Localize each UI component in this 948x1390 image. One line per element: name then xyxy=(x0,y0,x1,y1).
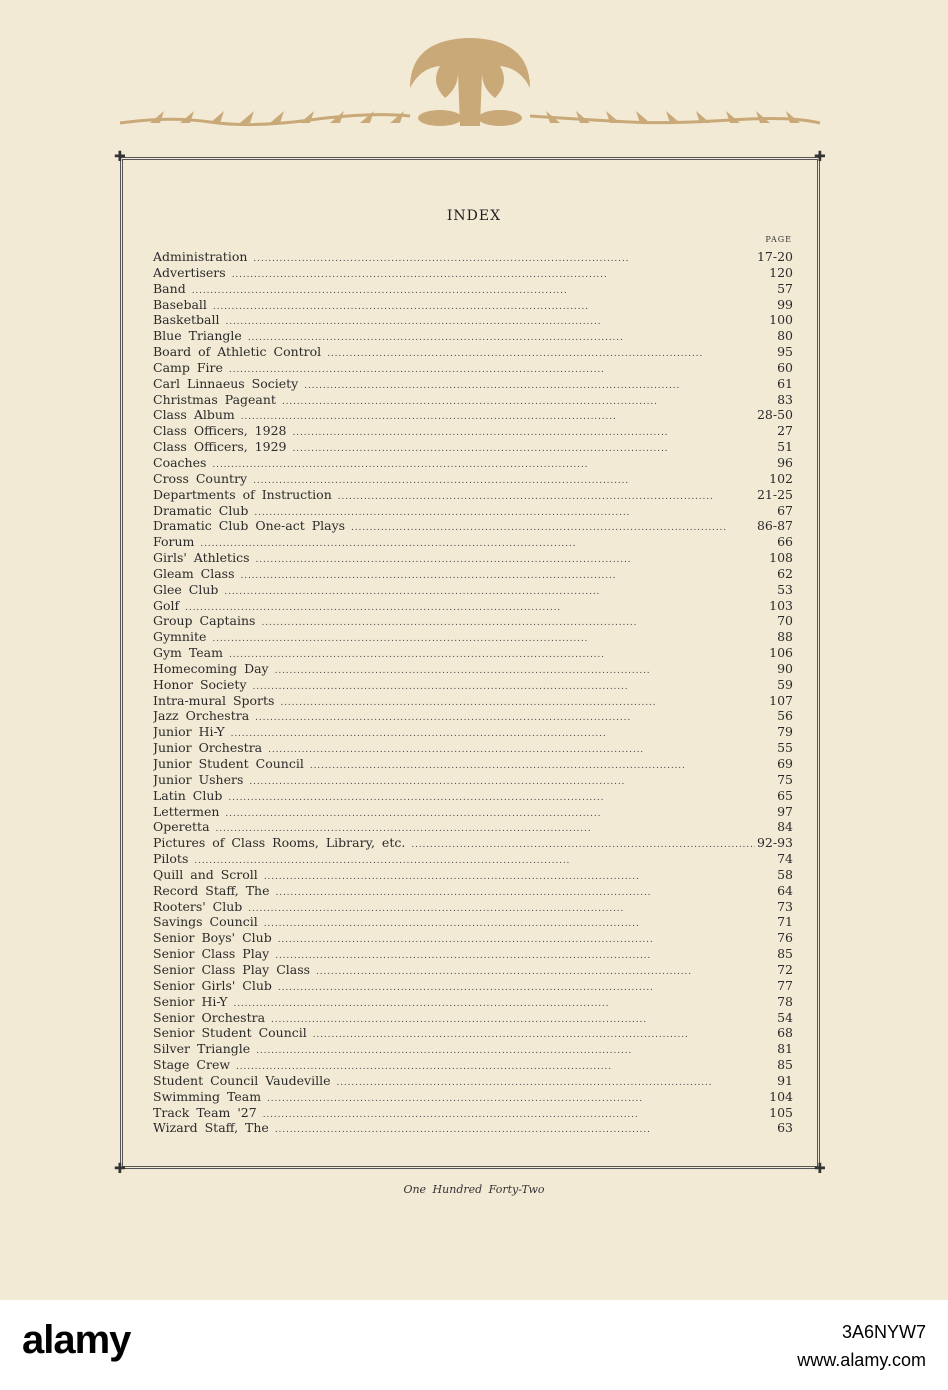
index-entry-page: 55 xyxy=(777,740,793,756)
index-entry-name: Gleam Class xyxy=(153,565,235,581)
dot-leader xyxy=(293,442,776,455)
index-entry-page: 69 xyxy=(777,756,793,771)
index-entry-page: 81 xyxy=(777,1041,793,1057)
dot-leader xyxy=(253,680,776,693)
index-entry-name: Dramatic Club xyxy=(153,502,249,518)
index-entry xyxy=(153,1073,793,1089)
index-entry-name: Senior Boys' Club xyxy=(153,930,272,946)
index-entry-page: 95 xyxy=(777,344,793,360)
index-entry-page: 54 xyxy=(777,1009,793,1025)
index-entry-name: Senior Class Play xyxy=(153,946,270,962)
index-entry-name: Departments of Instruction xyxy=(153,486,332,502)
index-entry-page: 85 xyxy=(777,1057,793,1073)
index-entry-page: 21-25 xyxy=(756,486,793,502)
index-entry-name: Blue Triangle xyxy=(153,328,242,344)
index-entry-page: 68 xyxy=(777,1025,793,1041)
index-entry xyxy=(153,804,793,820)
index-entry-name: Class Album xyxy=(153,407,235,423)
index-entry-page: 99 xyxy=(777,296,793,312)
dot-leader xyxy=(249,775,775,788)
index-entry-page: 57 xyxy=(777,280,793,296)
index-entry-page: 92-93 xyxy=(756,835,793,851)
index-entry xyxy=(153,613,793,629)
dot-leader xyxy=(411,838,755,851)
index-entry xyxy=(153,360,793,376)
dot-leader xyxy=(192,284,775,297)
index-entry-name: Record Staff, The xyxy=(153,882,270,898)
index-entry xyxy=(153,899,793,915)
index-title: INDEX xyxy=(446,208,502,224)
index-entry-name: Dramatic Club One-act Plays xyxy=(153,518,346,534)
index-entry-name: Basketball xyxy=(153,312,220,328)
index-entry-name: Coaches xyxy=(153,454,207,470)
index-entry xyxy=(153,1089,793,1105)
index-entry-name: Student Council Vaudeville xyxy=(153,1072,331,1088)
dot-leader xyxy=(229,363,775,376)
dot-leader xyxy=(256,553,768,566)
index-entry-page: 76 xyxy=(777,930,793,946)
index-entry xyxy=(153,376,793,392)
index-entry xyxy=(153,534,793,550)
dot-leader xyxy=(336,1076,775,1089)
index-entry-page: 108 xyxy=(769,550,793,566)
index-entry-page: 83 xyxy=(777,391,793,407)
index-entry-page: 62 xyxy=(777,565,793,581)
index-entry-page: 67 xyxy=(777,502,793,518)
index-entry xyxy=(153,297,793,313)
index-entry-name: Senior Class Play Class xyxy=(153,961,311,977)
dot-leader xyxy=(229,648,767,661)
dot-leader xyxy=(213,300,775,313)
index-entry-page: 103 xyxy=(769,597,793,613)
watermark-bar xyxy=(0,1300,948,1390)
image-id: 3A6NYW7 xyxy=(841,1322,926,1342)
dot-leader xyxy=(226,315,768,328)
index-entry-name: Latin Club xyxy=(153,787,223,803)
index-entry xyxy=(153,772,793,788)
frame-corner-top-right: ✚ xyxy=(814,149,826,165)
index-entry-name: Camp Fire xyxy=(153,359,223,375)
index-entry xyxy=(153,471,793,487)
dot-leader xyxy=(248,331,775,344)
index-entry xyxy=(153,962,793,978)
index-entry-name: Forum xyxy=(153,534,195,550)
index-entry xyxy=(153,1105,793,1121)
index-entry-name: Gymnite xyxy=(153,629,207,645)
page-column-header: PAGE xyxy=(765,235,792,244)
dot-leader xyxy=(263,1108,767,1121)
index-entry-name: Senior Orchestra xyxy=(153,1009,266,1025)
index-entry-page: 84 xyxy=(777,819,793,835)
index-entry-page: 73 xyxy=(777,898,793,914)
dot-leader xyxy=(351,521,755,534)
index-entry-page: 75 xyxy=(777,771,793,787)
dot-leader xyxy=(275,949,775,962)
dot-leader xyxy=(233,997,775,1010)
index-entry xyxy=(153,1010,793,1026)
index-entry xyxy=(153,1120,793,1136)
index-entry-name: Girls' Athletics xyxy=(153,550,250,566)
index-entry-page: 58 xyxy=(777,866,793,882)
index-entry xyxy=(153,566,793,582)
index-entry-name: Swimming Team xyxy=(153,1088,262,1104)
index-entry-page: 79 xyxy=(777,724,793,740)
index-entry-name: Stage Crew xyxy=(153,1057,231,1073)
dot-leader xyxy=(264,870,775,883)
index-entry xyxy=(153,851,793,867)
index-entry-name: Pilots xyxy=(153,851,189,867)
index-entry-page: 64 xyxy=(777,882,793,898)
index-entry xyxy=(153,265,793,281)
index-entry xyxy=(153,281,793,297)
index-entry-page: 65 xyxy=(777,787,793,803)
index-entry-page: 80 xyxy=(777,328,793,344)
index-entry-name: Golf xyxy=(153,597,180,613)
dot-leader xyxy=(248,902,775,915)
index-entry-name: Senior Hi-Y xyxy=(153,993,228,1009)
index-entry-page: 85 xyxy=(777,946,793,962)
dot-leader xyxy=(293,426,776,439)
dot-leader xyxy=(253,252,755,265)
index-entry-page: 51 xyxy=(777,439,793,455)
index-entry xyxy=(153,788,793,804)
index-entry xyxy=(153,344,793,360)
index-entry-page: 97 xyxy=(777,803,793,819)
index-entry-name: Silver Triangle xyxy=(153,1041,251,1057)
dot-leader xyxy=(212,632,775,645)
frame-corner-top-left: ✚ xyxy=(114,149,126,165)
index-entry-name: Group Captains xyxy=(153,613,256,629)
dot-leader xyxy=(310,759,775,772)
index-entry-page: 27 xyxy=(777,423,793,439)
index-entry-name: Honor Society xyxy=(153,676,247,692)
index-entry-page: 106 xyxy=(769,645,793,661)
dot-leader xyxy=(216,822,776,835)
index-entry-name: Junior Student Council xyxy=(153,756,304,771)
dot-leader xyxy=(304,379,775,392)
dot-leader xyxy=(316,965,775,978)
index-entry-name: Class Officers, 1928 xyxy=(153,423,287,439)
dot-leader xyxy=(275,664,775,677)
index-entry-page: 78 xyxy=(777,993,793,1009)
index-entry xyxy=(153,1041,793,1057)
dot-leader xyxy=(232,268,767,281)
index-entry-name: Glee Club xyxy=(153,581,219,597)
dot-leader xyxy=(280,696,767,709)
index-entry-page: 17-20 xyxy=(756,249,793,264)
index-entry-page: 77 xyxy=(777,977,793,993)
index-entry-name: Junior Ushers xyxy=(153,771,244,787)
index-entry-name: Senior Student Council xyxy=(153,1025,307,1041)
dot-leader xyxy=(200,537,775,550)
index-list xyxy=(153,249,793,1136)
index-entry-page: 61 xyxy=(777,375,793,391)
index-entry xyxy=(153,392,793,408)
dot-leader xyxy=(271,1013,775,1026)
dot-leader xyxy=(264,917,775,930)
index-entry xyxy=(153,518,793,534)
index-entry-name: Savings Council xyxy=(153,914,258,930)
index-entry xyxy=(153,1057,793,1073)
dot-leader xyxy=(282,395,775,408)
index-entry xyxy=(153,677,793,693)
decorative-ornament xyxy=(110,28,830,138)
index-entry-page: 59 xyxy=(777,676,793,692)
index-entry xyxy=(153,867,793,883)
index-entry xyxy=(153,724,793,740)
dot-leader xyxy=(194,854,775,867)
index-entry-page: 88 xyxy=(777,629,793,645)
index-entry xyxy=(153,598,793,614)
index-entry-name: Pictures of Class Rooms, Library, etc. xyxy=(153,835,406,851)
index-entry-page: 96 xyxy=(777,454,793,470)
index-entry xyxy=(153,629,793,645)
index-entry xyxy=(153,819,793,835)
index-entry xyxy=(153,407,793,423)
index-entry-name: Lettermen xyxy=(153,803,220,819)
index-entry-page: 66 xyxy=(777,534,793,550)
index-entry-page: 107 xyxy=(769,692,793,708)
dot-leader xyxy=(278,933,775,946)
dot-leader xyxy=(228,791,775,804)
index-entry xyxy=(153,756,793,772)
index-entry-page: 56 xyxy=(777,708,793,724)
index-entry xyxy=(153,550,793,566)
watermark-url: www.alamy.com xyxy=(797,1350,926,1370)
index-entry-name: Senior Girls' Club xyxy=(153,977,272,993)
index-entry xyxy=(153,978,793,994)
index-entry xyxy=(153,740,793,756)
index-entry-name: Christmas Pageant xyxy=(153,391,276,407)
index-entry-name: Class Officers, 1929 xyxy=(153,439,287,455)
dot-leader xyxy=(268,743,775,756)
index-entry-name: Advertisers xyxy=(153,264,226,280)
index-entry-name: Intra-mural Sports xyxy=(153,692,275,708)
index-entry-name: Cross Country xyxy=(153,470,248,486)
index-entry-page: 63 xyxy=(777,1120,793,1136)
index-entry xyxy=(153,883,793,899)
index-entry-name: Quill and Scroll xyxy=(153,866,258,882)
index-entry-page: 86-87 xyxy=(756,518,793,534)
index-entry-name: Band xyxy=(153,280,186,296)
index-entry-page: 105 xyxy=(769,1104,793,1120)
index-entry xyxy=(153,455,793,471)
index-entry-page: 70 xyxy=(777,613,793,629)
dot-leader xyxy=(256,1044,775,1057)
dot-leader xyxy=(231,727,776,740)
index-entry-name: Carl Linnaeus Society xyxy=(153,375,299,391)
dot-leader xyxy=(241,410,755,423)
index-entry-page: 28-50 xyxy=(756,407,793,423)
index-entry xyxy=(153,994,793,1010)
index-entry-page: 71 xyxy=(777,914,793,930)
index-entry-name: Junior Hi-Y xyxy=(153,724,225,740)
index-entry-page: 74 xyxy=(777,851,793,867)
dot-leader xyxy=(224,585,775,598)
alamy-logo: alamy xyxy=(22,1318,131,1362)
dot-leader xyxy=(327,347,775,360)
dot-leader xyxy=(267,1092,767,1105)
dot-leader xyxy=(236,1060,775,1073)
dot-leader xyxy=(241,569,776,582)
dot-leader xyxy=(275,1123,775,1136)
index-entry-name: Gym Team xyxy=(153,645,223,661)
index-entry-page: 91 xyxy=(777,1072,793,1088)
index-entry-page: 102 xyxy=(769,470,793,486)
dot-leader xyxy=(338,490,755,503)
index-entry xyxy=(153,582,793,598)
dot-leader xyxy=(313,1028,775,1041)
index-entry-page: 104 xyxy=(769,1088,793,1104)
index-entry xyxy=(153,328,793,344)
index-entry xyxy=(153,693,793,709)
index-entry-page: 90 xyxy=(777,660,793,676)
index-entry xyxy=(153,914,793,930)
dot-leader xyxy=(225,807,775,820)
frame-corner-bottom-left: ✚ xyxy=(114,1161,126,1177)
index-entry-name: Operetta xyxy=(153,819,210,835)
index-entry-name: Wizard Staff, The xyxy=(153,1120,269,1136)
index-entry xyxy=(153,930,793,946)
index-entry-page: 60 xyxy=(777,359,793,375)
index-entry-name: Homecoming Day xyxy=(153,660,269,676)
index-entry-name: Junior Orchestra xyxy=(153,740,263,756)
index-entry-page: 100 xyxy=(769,312,793,328)
index-entry xyxy=(153,312,793,328)
dot-leader xyxy=(212,458,775,471)
index-entry xyxy=(153,423,793,439)
index-entry xyxy=(153,439,793,455)
index-entry-name: Track Team '27 xyxy=(153,1104,257,1120)
dot-leader xyxy=(254,506,775,519)
index-entry xyxy=(153,1025,793,1041)
dot-leader xyxy=(276,886,776,899)
dot-leader xyxy=(253,474,767,487)
page-footer: One Hundred Forty-Two xyxy=(403,1183,545,1196)
frame-corner-bottom-right: ✚ xyxy=(814,1161,826,1177)
index-entry xyxy=(153,661,793,677)
index-entry-name: Baseball xyxy=(153,296,207,312)
index-entry xyxy=(153,503,793,519)
dot-leader xyxy=(261,616,775,629)
dot-leader xyxy=(255,711,775,724)
index-entry-page: 120 xyxy=(769,264,793,280)
index-entry xyxy=(153,249,793,265)
index-entry-name: Board of Athletic Control xyxy=(153,344,322,360)
index-entry-name: Jazz Orchestra xyxy=(153,708,250,724)
index-entry-page: 72 xyxy=(777,961,793,977)
index-entry xyxy=(153,946,793,962)
index-entry-page: 53 xyxy=(777,581,793,597)
index-entry xyxy=(153,487,793,503)
index-entry xyxy=(153,708,793,724)
index-entry xyxy=(153,645,793,661)
dot-leader xyxy=(185,601,767,614)
index-entry-name: Rooters' Club xyxy=(153,898,243,914)
index-entry-name: Administration xyxy=(153,249,248,264)
index-entry xyxy=(153,835,793,851)
dot-leader xyxy=(278,981,775,994)
